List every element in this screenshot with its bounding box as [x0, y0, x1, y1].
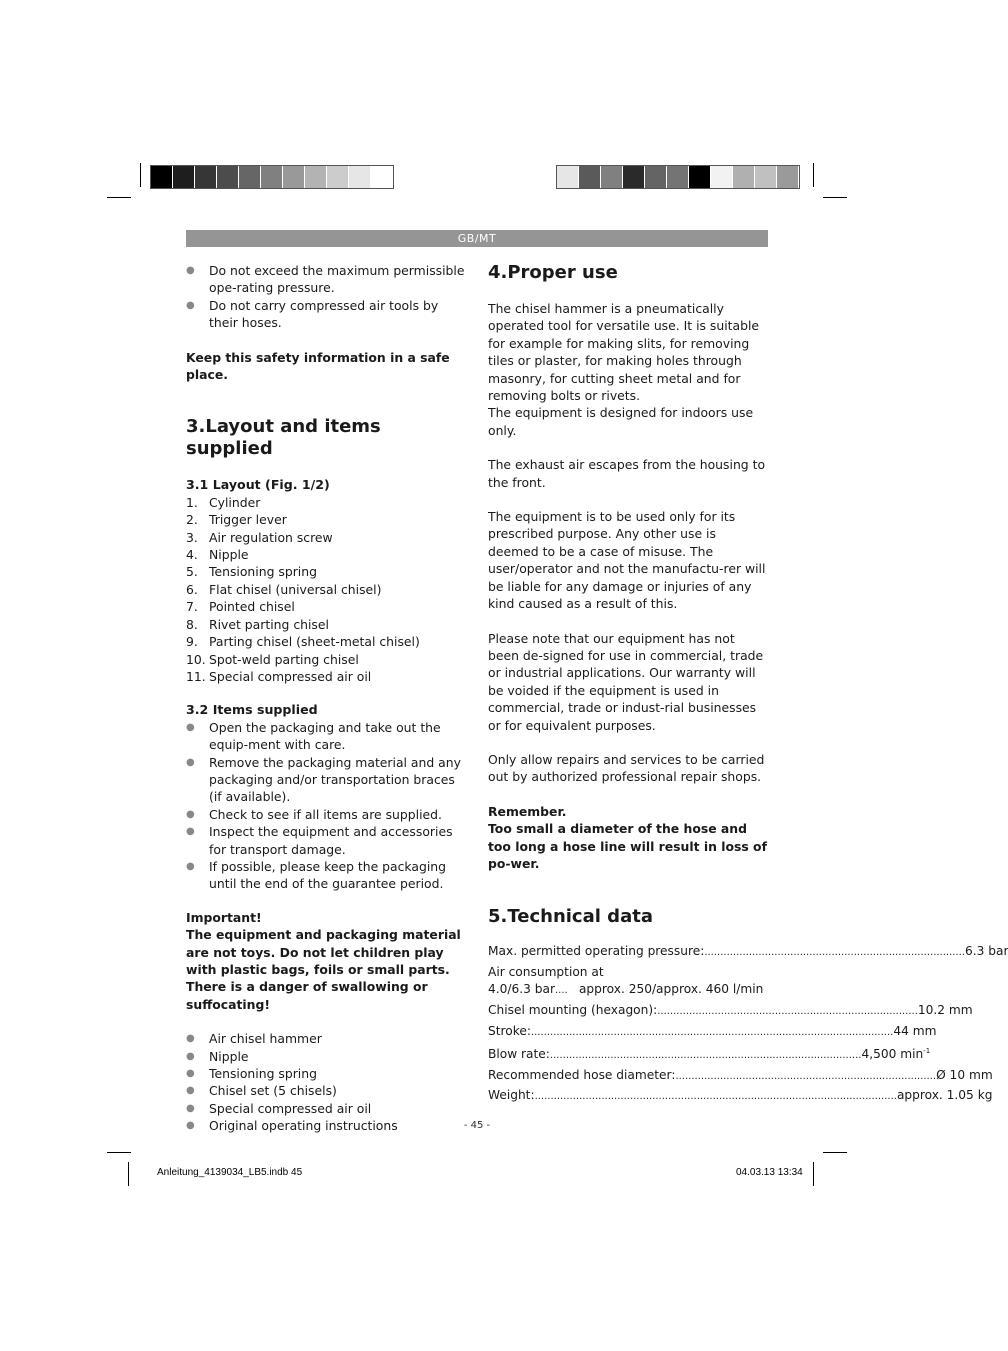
left-column — [186, 262, 466, 1135]
item-label: Tensioning spring — [209, 564, 317, 580]
layout-list-item — [186, 511, 466, 528]
bullet-icon: ● — [186, 1068, 195, 1080]
color-bar-right — [556, 165, 800, 189]
color-swatch — [283, 166, 305, 188]
section-4-title: 4.Proper use — [488, 262, 618, 283]
warranty-paragraph: Please note that our equipment has not been de-signed for use in commercial, trade or industrial applications. Our warranty will be voided if the equipment is used in commercial, trade or indust-rial businesses or for equivalent purposes. — [488, 630, 764, 733]
bullet-icon: ● — [186, 265, 195, 276]
crop-mark — [107, 197, 131, 198]
list-item: ● Check to see if all items are supplied. — [186, 806, 442, 822]
tech-row-hose: Recommended hose diameter: .................................................................................. Ø 10 mm — [488, 1067, 768, 1085]
color-swatch — [689, 166, 711, 188]
color-swatch — [173, 166, 195, 188]
crop-mark — [813, 163, 814, 187]
tech-row-weight: Weight: .................................................................................................................. approx. 1.05 kg — [488, 1087, 768, 1105]
item-label: Pointed chisel — [209, 599, 295, 615]
bullet-icon: ● — [186, 1085, 195, 1097]
color-swatch — [711, 166, 733, 188]
leader-dots: .................................................................................................................. — [530, 1026, 894, 1038]
color-swatch — [601, 166, 623, 188]
language-header-bar: GB/MT — [186, 230, 768, 247]
layout-heading: 3.1 Layout (Fig. 1/2) — [186, 477, 330, 493]
color-swatch — [261, 166, 283, 188]
color-swatch — [579, 166, 601, 188]
list-item: ● Nipple — [186, 1048, 249, 1064]
remember-title: Remember. — [488, 803, 567, 819]
tech-row-stroke: Stroke: .................................................................................................................. 44 mm — [488, 1023, 768, 1041]
color-swatch — [371, 166, 393, 188]
item-number: 6. — [186, 581, 198, 597]
crop-mark — [128, 1162, 129, 1186]
bullet-icon: ● — [186, 721, 195, 733]
bullet-icon: ● — [186, 299, 195, 311]
right-column — [488, 262, 1008, 1108]
layout-list-item — [186, 581, 466, 598]
indoor-use-note: The equipment is designed for indoors use only. — [488, 405, 754, 438]
list-item: ● Open the packaging and take out the equip-ment with care. — [186, 719, 441, 753]
color-swatch — [733, 166, 755, 188]
important-text: The equipment and packaging material are not toys. Do not let children play with plastic bags, foils or small parts. There is a danger of swallowing or suffocating! — [186, 927, 461, 1012]
bullet-icon: ● — [186, 826, 195, 838]
bullet-icon: ● — [186, 1050, 195, 1062]
layout-list-item — [186, 598, 466, 615]
bullet-icon: ● — [186, 1120, 195, 1132]
prescribed-purpose-paragraph: The equipment is to be used only for its prescribed purpose. Any other use is deemed to be a case of misuse. The user/operator and not the manufactu-rer will be liable for any damage or injuries of any kind caused as a result of this. — [488, 509, 766, 612]
section-5-title: 5.Technical data — [488, 906, 653, 928]
crop-mark — [823, 197, 847, 198]
color-bar-left — [150, 165, 394, 189]
layout-list — [186, 494, 466, 685]
item-label: Rivet parting chisel — [209, 616, 329, 632]
leader-dots: .................................................................................. — [675, 1070, 937, 1082]
color-swatch — [755, 166, 777, 188]
proper-use-paragraph: The chisel hammer is a pneumatically operated tool for versatile use. It is suitable for example for making slits, for removing tiles or plaster, for making holes through masonry, for cutting sheet metal and for removing bolts or rivets. — [488, 301, 760, 404]
color-swatch — [327, 166, 349, 188]
color-swatch — [557, 166, 579, 188]
tech-row-air-label: Air consumption at — [488, 964, 604, 979]
layout-list-item — [186, 529, 466, 546]
item-number: 1. — [186, 494, 198, 510]
item-number: 8. — [186, 616, 198, 632]
bullet-icon: ● — [186, 808, 195, 820]
remember-text: Too small a diameter of the hose and too long a hose line will result in loss of po-wer. — [488, 821, 767, 871]
item-number: 4. — [186, 547, 198, 563]
item-label: Spot-weld parting chisel — [209, 651, 359, 667]
crop-mark — [813, 1162, 814, 1186]
item-label: Trigger lever — [209, 512, 287, 528]
tech-row-air: 4.0/6.3 bar .... approx. 250/approx. 460 l/min — [488, 981, 768, 999]
items-supplied-list — [186, 719, 466, 893]
important-title: Important! — [186, 909, 262, 925]
item-label: Parting chisel (sheet-metal chisel) — [209, 634, 420, 650]
delivery-contents-list — [186, 1030, 466, 1134]
list-item: ● Tensioning spring — [186, 1066, 317, 1082]
item-label: Special compressed air oil — [209, 668, 372, 684]
crop-mark — [823, 1152, 847, 1153]
leader-dots: .................................................................................. — [657, 1005, 918, 1017]
leader-dots: .... — [554, 985, 568, 997]
layout-list-item — [186, 563, 466, 580]
bullet-icon: ● — [186, 860, 195, 872]
list-item: ● If possible, please keep the packaging until the end of the guarantee period. — [186, 858, 447, 892]
color-swatch — [349, 166, 371, 188]
crop-mark — [107, 1152, 131, 1153]
list-item: ● Special compressed air oil — [186, 1100, 372, 1116]
list-item: ● Original operating instructions — [186, 1118, 398, 1134]
item-number: 9. — [186, 634, 198, 650]
tech-row-mounting: Chisel mounting (hexagon): .................................................................................. 10.2 mm — [488, 1002, 768, 1020]
item-number: 11. — [186, 668, 206, 684]
leader-dots: .................................................................................................. — [549, 1050, 862, 1062]
item-label: Flat chisel (universal chisel) — [209, 581, 382, 597]
color-swatch — [667, 166, 689, 188]
leader-dots: .................................................................................. — [704, 947, 965, 959]
color-swatch — [217, 166, 239, 188]
bullet-icon: ● — [186, 1102, 195, 1114]
list-item: ● Do not exceed the maximum permissible ope-rating pressure. — [186, 263, 465, 296]
color-swatch — [195, 166, 217, 188]
list-item: ● Air chisel hammer — [186, 1031, 322, 1047]
layout-list-item — [186, 546, 466, 563]
footer-timestamp: 04.03.13 13:34 — [736, 1167, 803, 1178]
layout-list-item — [186, 616, 466, 633]
section-3-title: 3.Layout and items supplied — [186, 416, 381, 460]
page-number: - 45 - — [463, 1120, 491, 1131]
color-swatch — [239, 166, 261, 188]
exhaust-air-paragraph: The exhaust air escapes from the housing to the front. — [488, 457, 766, 490]
bullet-icon: ● — [186, 756, 195, 768]
keep-safety-note: Keep this safety information in a safe place. — [186, 349, 450, 383]
repairs-paragraph: Only allow repairs and services to be carried out by authorized professional repair shops. — [488, 751, 765, 785]
list-item: ● Do not carry compressed air tools by their hoses. — [186, 297, 439, 331]
item-number: 2. — [186, 512, 198, 528]
layout-list-item — [186, 668, 466, 685]
color-swatch — [151, 166, 173, 188]
layout-list-item — [186, 651, 466, 668]
item-number: 5. — [186, 564, 198, 580]
technical-data-table — [488, 943, 1008, 1105]
color-swatch — [645, 166, 667, 188]
list-item: ● Remove the packaging material and any packaging and/or transportation braces (if available). — [186, 754, 461, 805]
tech-row-blow-rate: Blow rate: .................................................................................................. 4,500 $\min^{-1}$ — [488, 1043, 768, 1064]
item-number: 10. — [186, 651, 206, 667]
color-swatch — [623, 166, 645, 188]
leader-dots: .................................................................................................................. — [534, 1091, 897, 1103]
color-swatch — [777, 166, 799, 188]
item-number: 7. — [186, 599, 198, 615]
footer-filename: Anleitung_4139034_LB5.indb 45 — [157, 1167, 303, 1178]
color-swatch — [305, 166, 327, 188]
crop-mark — [140, 163, 141, 187]
item-label: Cylinder — [209, 494, 261, 510]
item-label: Nipple — [209, 547, 249, 563]
layout-list-item — [186, 633, 466, 650]
list-item: ● Chisel set (5 chisels) — [186, 1083, 337, 1099]
layout-list-item — [186, 494, 466, 511]
item-number: 3. — [186, 529, 198, 545]
item-label: Air regulation screw — [209, 529, 333, 545]
list-item: ● Inspect the equipment and accessories for transport damage. — [186, 824, 453, 857]
items-supplied-heading: 3.2 Items supplied — [186, 702, 318, 718]
tech-row-pressure: Max. permitted operating pressure: .................................................................................. 6.3 bar — [488, 943, 768, 961]
bullet-icon: ● — [186, 1033, 195, 1045]
